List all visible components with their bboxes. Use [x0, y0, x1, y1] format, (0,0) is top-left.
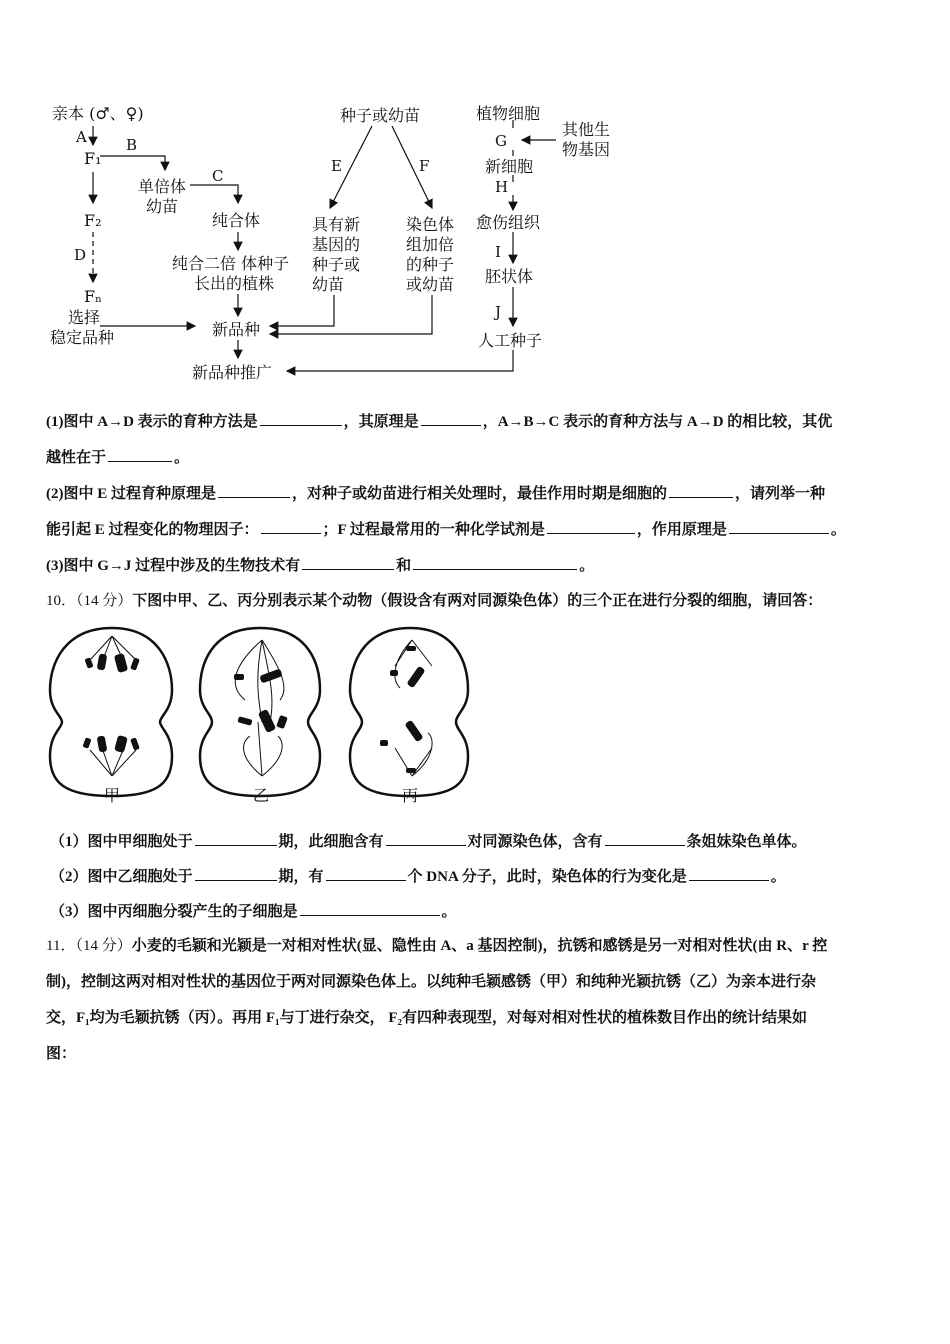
answer-blank[interactable] [260, 411, 342, 426]
answer-blank[interactable] [108, 447, 172, 462]
answer-blank[interactable] [421, 411, 481, 426]
node-select-1: 选择 [68, 308, 101, 327]
node-doubled-2: 组加倍 [406, 235, 455, 254]
label-e: E [331, 157, 342, 175]
node-seed: 种子或幼苗 [340, 106, 421, 125]
q10-s1-text-a: （1）图中甲细胞处于 [50, 834, 193, 850]
answer-blank[interactable] [547, 519, 635, 534]
answer-blank[interactable] [218, 483, 290, 498]
node-new-cell: 新细胞 [485, 157, 534, 176]
q9-part2-line1 [46, 482, 825, 503]
q10-sub1 [50, 830, 807, 851]
node-other-gene-1: 其他生 [562, 120, 611, 139]
q10-sub3 [50, 900, 457, 921]
q9-part1-line2 [46, 446, 189, 467]
q9-p1-text-e: 。 [174, 450, 190, 466]
q9-p2-text-f: ，作用原理是 [636, 522, 727, 538]
q9-part1-line1 [46, 410, 832, 431]
cell-label-yi: 乙 [253, 786, 270, 805]
node-new-gene-4: 幼苗 [312, 275, 345, 294]
node-new-gene-3: 种子或 [312, 255, 361, 274]
q11-number: 11． [46, 938, 76, 954]
label-c: C [212, 167, 224, 185]
answer-blank[interactable] [326, 866, 406, 881]
answer-blank[interactable] [386, 831, 466, 846]
q9-p1-text-a: (1)图中 A→D 表示的育种方法是 [46, 414, 258, 430]
answer-blank[interactable] [605, 831, 685, 846]
cell-label-jia: 甲 [104, 786, 121, 805]
node-fn: Fₙ [84, 287, 103, 306]
q11-line3: 交，F₁均为毛颖抗锈（丙）。再用 F₁与丁进行杂交， F₂有四种表现型，对每对相对性状的植株数目作出的统计结果如 [46, 1010, 807, 1026]
q10-stem [46, 589, 822, 610]
q11-score: （14 分） [75, 938, 132, 954]
q10-stem-text: 下图中甲、乙、丙分别表示某个动物（假设含有两对同源染色体）的三个正在进行分裂的细胞，请回答： [132, 593, 823, 609]
q10-number: 10． [46, 593, 77, 609]
label-a: A [76, 128, 87, 146]
node-other-gene-2: 物基因 [562, 140, 611, 159]
node-doubled-4: 或幼苗 [406, 275, 455, 294]
answer-blank[interactable] [195, 831, 277, 846]
q9-p2-text-g: 。 [830, 522, 846, 538]
q10-s2-text-d: 。 [770, 869, 786, 885]
node-new-gene-2: 基因的 [312, 235, 361, 254]
node-haploid-2: 幼苗 [146, 197, 179, 216]
q9-part2-line2 [46, 518, 846, 539]
node-embryoid: 胚状体 [485, 267, 534, 286]
answer-blank[interactable] [729, 519, 829, 534]
node-select-2: 稳定品种 [50, 328, 115, 347]
answer-blank[interactable] [669, 483, 733, 498]
q10-s3-text-b: 。 [441, 904, 457, 920]
node-plant-cell: 植物细胞 [476, 104, 541, 123]
label-i: I [495, 243, 501, 261]
diagram-arrows [0, 0, 950, 400]
answer-blank[interactable] [195, 866, 277, 881]
q9-p3-text-b: 和 [396, 558, 412, 574]
q10-s1-text-b: 期，此细胞含有 [278, 834, 384, 850]
label-j: J [495, 303, 502, 321]
node-pure: 纯合体 [212, 211, 261, 230]
q11-line4: 图： [46, 1046, 77, 1062]
q9-p2-text-e: ；F 过程最常用的一种化学试剂是 [322, 522, 545, 538]
answer-blank[interactable] [689, 866, 769, 881]
node-artificial-seed: 人工种子 [478, 331, 543, 350]
label-d: D [74, 246, 87, 264]
q10-score: （14 分） [76, 593, 133, 609]
q9-p1-text-c: ，A→B→C 表示的育种方法与 A→D 的相比较，其优 [482, 414, 833, 430]
q9-p1-text-d: 越性在于 [46, 450, 107, 466]
q9-p2-text-d: 能引起 E 过程变化的物理因子： [46, 522, 259, 538]
label-h: H [495, 178, 509, 196]
node-f2: F₂ [84, 211, 102, 230]
q9-p2-text-c: ，请列举一种 [735, 486, 826, 502]
q9-p3-text-c: 。 [579, 558, 595, 574]
node-callus: 愈伤组织 [476, 213, 541, 232]
node-new-variety: 新品种 [212, 320, 261, 339]
q10-s1-text-d: 条姐妹染色单体。 [686, 834, 807, 850]
cell-jia-outline [50, 628, 172, 796]
q9-p2-text-a: (2)图中 E 过程育种原理是 [46, 486, 216, 502]
node-doubled-1: 染色体 [406, 215, 455, 234]
q10-sub2 [50, 865, 786, 886]
node-doubled-3: 的种子 [406, 255, 455, 274]
q10-s2-text-a: （2）图中乙细胞处于 [50, 869, 193, 885]
answer-blank[interactable] [261, 519, 321, 534]
q11-text-1: 小麦的毛颖和光颖是一对相对性状(显、隐性由 A、a 基因控制)，抗锈和感锈是另一对相对性状(由 R、r 控 [131, 938, 828, 954]
node-pure-diploid-2: 长出的植株 [194, 274, 275, 293]
node-promotion: 新品种推广 [192, 363, 273, 382]
q10-s2-text-c: 个 DNA 分子，此时，染色体的行为变化是 [407, 869, 687, 885]
node-new-gene-1: 具有新 [312, 215, 361, 234]
label-f: F [419, 157, 430, 175]
q11-line1 [46, 934, 827, 955]
cell-label-bing: 丙 [402, 786, 419, 805]
q11-line2: 制)，控制这两对相对性状的基因位于两对同源染色体上。以纯种毛颖感锈（甲）和纯种光颖抗锈（乙）为亲本进行杂 [46, 974, 817, 990]
q10-s1-text-c: 对同源染色体，含有 [467, 834, 603, 850]
answer-blank[interactable] [300, 901, 440, 916]
node-haploid-1: 单倍体 [138, 177, 187, 196]
label-g: G [495, 132, 507, 150]
label-b: B [126, 136, 138, 154]
q9-p1-text-b: ，其原理是 [343, 414, 419, 430]
q10-s3-text-a: （3）图中丙细胞分裂产生的子细胞是 [50, 904, 298, 920]
node-pure-diploid-1: 纯合二倍 体种子 [172, 254, 290, 273]
node-f1: F₁ [84, 149, 102, 168]
node-parents: 亲本 (♂、♀) [52, 104, 144, 123]
q9-p3-text-a: (3)图中 G→J 过程中涉及的生物技术有 [46, 558, 301, 574]
q9-part3 [46, 554, 594, 575]
answer-blank[interactable] [413, 555, 577, 570]
q9-p2-text-b: ，对种子或幼苗进行相关处理时，最佳作用时期是细胞的 [292, 486, 668, 502]
q10-s2-text-b: 期，有 [278, 869, 324, 885]
answer-blank[interactable] [302, 555, 394, 570]
